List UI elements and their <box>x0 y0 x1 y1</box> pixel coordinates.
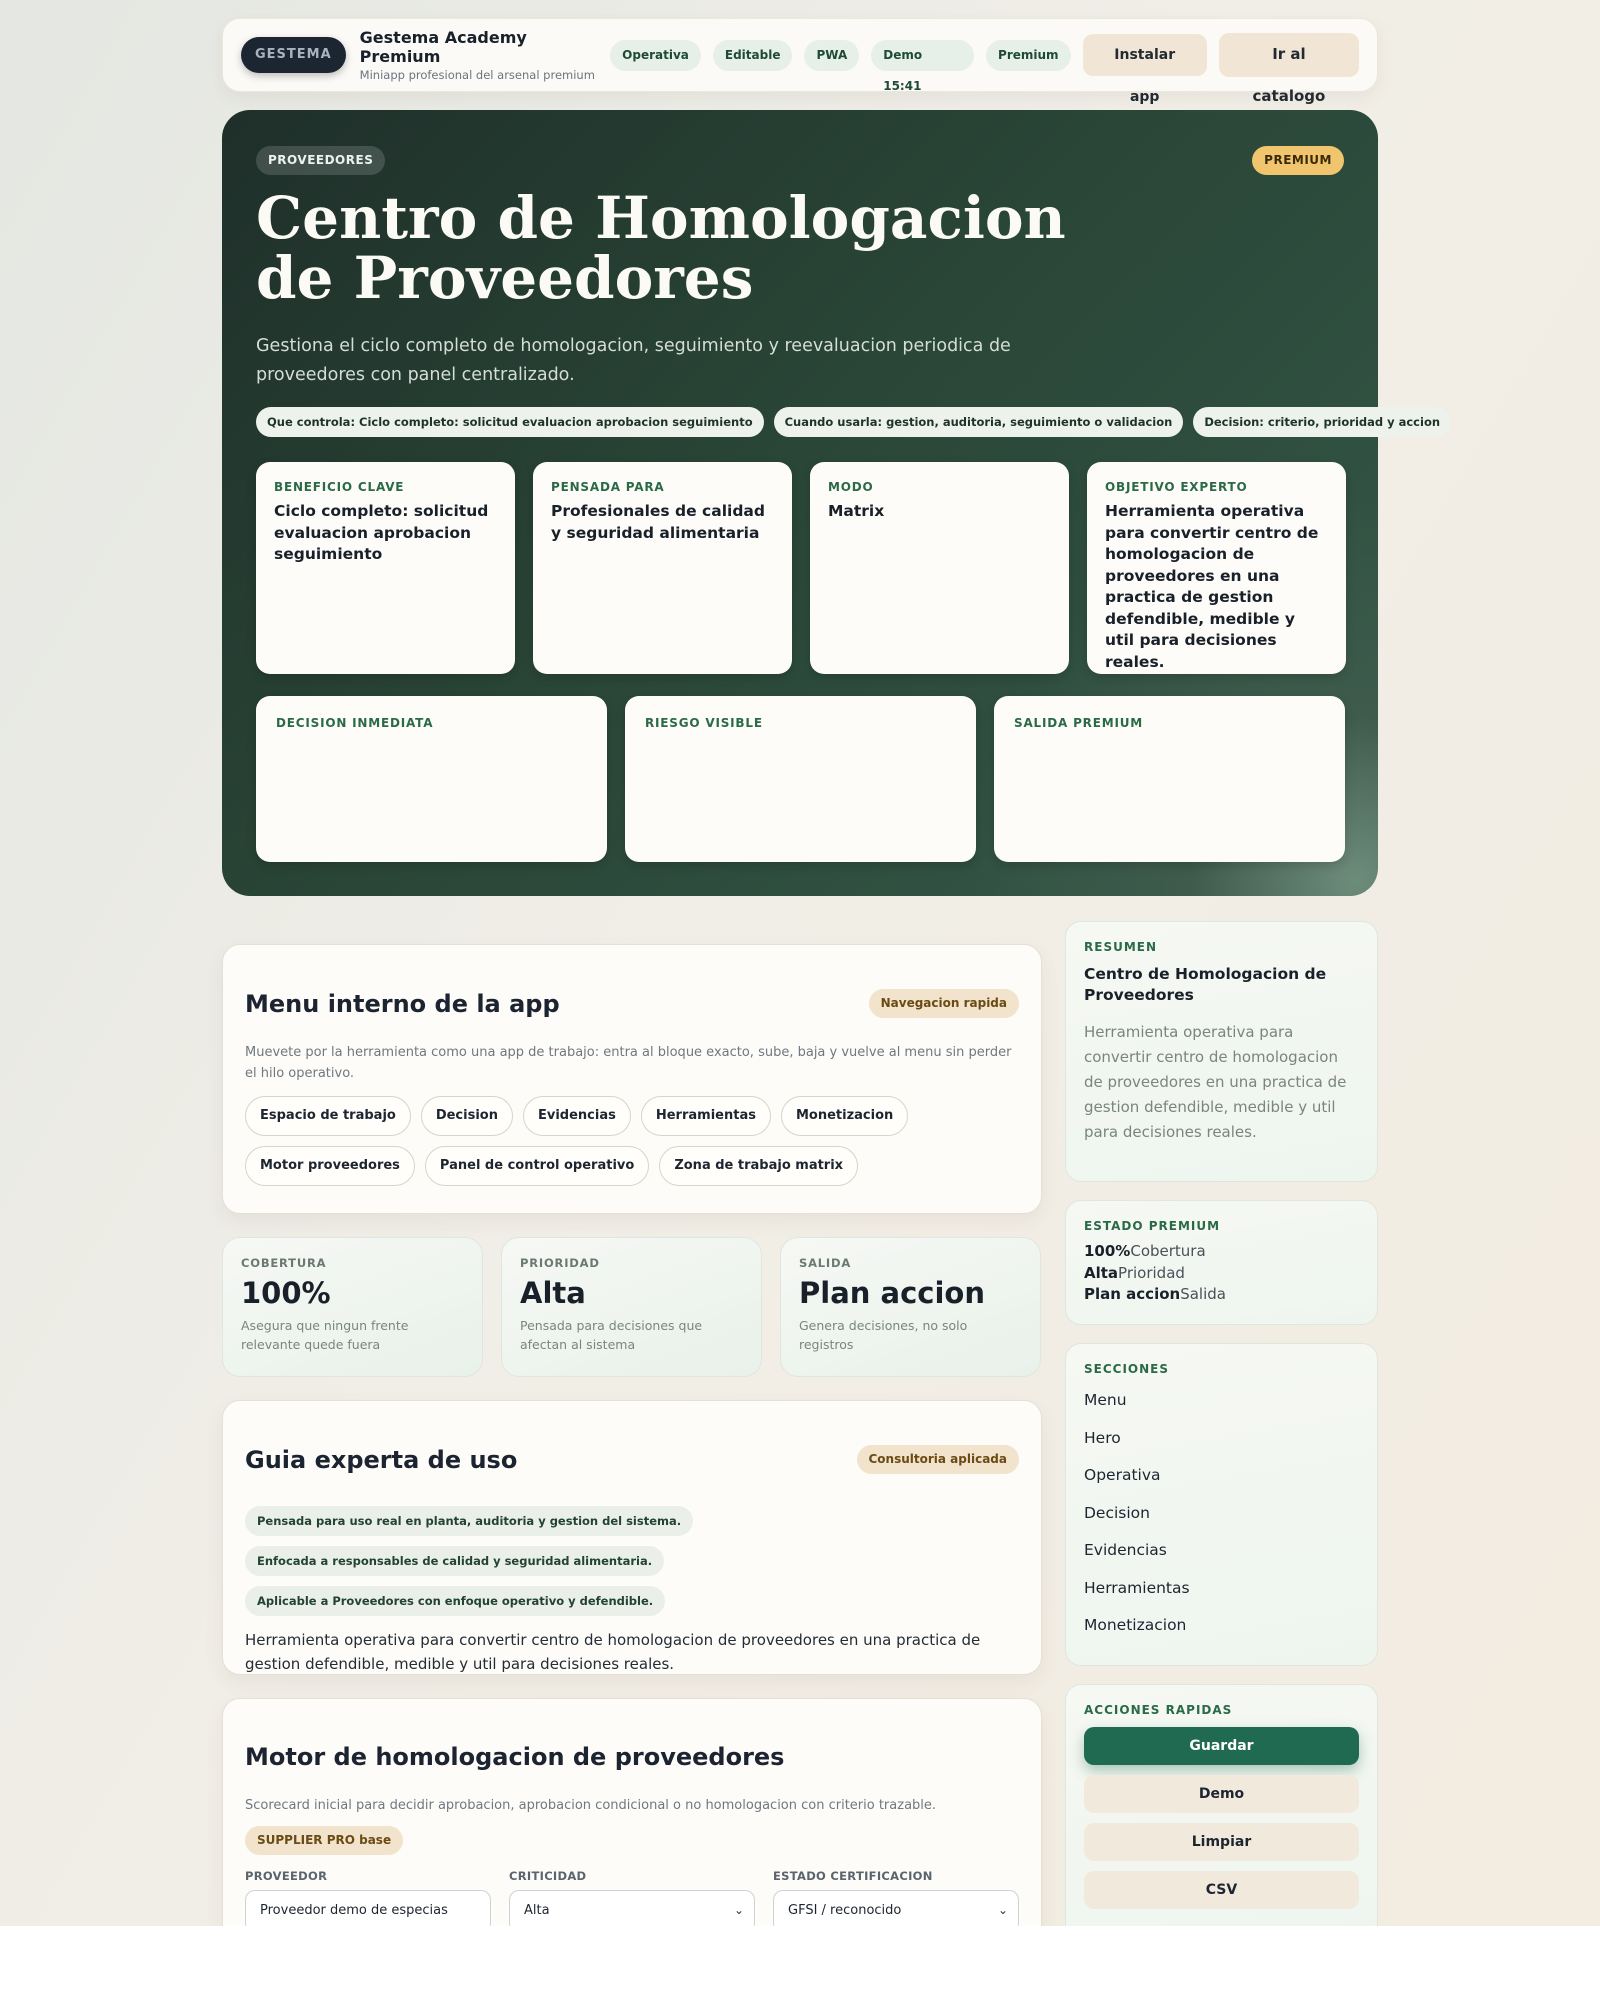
sections-list <box>1084 1382 1359 1645</box>
menu-item-panel-control[interactable]: Panel de control operativo <box>425 1146 649 1186</box>
criticidad-value: Alta <box>524 1903 550 1918</box>
section-link-monetizacion[interactable]: Monetizacion <box>1084 1616 1187 1634</box>
guide-text: Herramienta operativa para convertir centro de homologacion de proveedores en una practica de gestion defendible, medible y util para decisiones reales. <box>245 1631 981 1673</box>
summary-description: Herramienta operativa para convertir centro de homologacion de proveedores en una practica de gestion defendible, medible y util para decisiones reales. <box>1084 1023 1347 1141</box>
summary-label: RESUMEN <box>1084 940 1158 954</box>
chip-editable: Editable <box>713 40 793 71</box>
chevron-down-icon: ⌄ <box>997 1903 1008 1917</box>
card-label: BENEFICIO CLAVE <box>274 480 405 494</box>
motor-panel <box>222 1698 1042 1958</box>
status-line <box>1084 1241 1359 1263</box>
hero-cards-bottom <box>256 696 1345 862</box>
hero-pills <box>256 407 1451 437</box>
hero <box>222 110 1441 896</box>
actions-card <box>1065 1684 1378 1944</box>
card-label: RIESGO VISIBLE <box>645 716 763 730</box>
chevron-down-icon: ⌄ <box>733 1903 744 1917</box>
premium-tag: PREMIUM <box>1252 146 1344 175</box>
field-label: PROVEEDOR <box>245 1869 328 1883</box>
status-label-text: Salida <box>1180 1285 1226 1303</box>
status-card <box>1065 1200 1378 1325</box>
guide-chips <box>245 1506 1025 1616</box>
estado-value: GFSI / reconocido <box>788 1903 902 1918</box>
section-link-menu[interactable]: Menu <box>1084 1391 1127 1409</box>
guide-chip: Aplicable a Proveedores con enfoque operativo y defendible. <box>245 1586 665 1616</box>
section-link-hero[interactable]: Hero <box>1084 1428 1121 1447</box>
page <box>222 18 1441 1918</box>
field-criticidad <box>509 1869 755 1934</box>
card-label: MODO <box>828 480 874 494</box>
motor-description: Scorecard inicial para decidir aprobacion, aprobacion condicional o no homologacion con criterio trazable. <box>245 1798 937 1813</box>
section-link-herramientas[interactable]: Herramientas <box>1084 1578 1190 1597</box>
stat-value: 100% <box>241 1276 331 1310</box>
section-link-decision[interactable]: Decision <box>1084 1503 1150 1522</box>
hero-pill-decision: Decision: criterio, prioridad y accion <box>1193 407 1451 437</box>
card-label: DECISION INMEDIATA <box>276 716 434 730</box>
guide-panel <box>222 1400 1042 1675</box>
sections-card <box>1065 1343 1378 1666</box>
field-label: ESTADO CERTIFICACION <box>773 1869 933 1883</box>
card-objetivo <box>1087 462 1346 674</box>
hero-title: Centro de Homologacion de Proveedores <box>256 184 1066 312</box>
menu-title: Menu interno de la app <box>245 989 560 1018</box>
stat-description: Pensada para decisiones que afectan al sistema <box>520 1318 703 1352</box>
category-tag: PROVEEDORES <box>256 146 385 175</box>
app-title: Gestema Academy Premium <box>359 28 527 66</box>
catalog-button[interactable]: Ir al catalogo <box>1219 33 1359 77</box>
status-lines <box>1084 1241 1359 1306</box>
menu-item-monetizacion[interactable]: Monetizacion <box>781 1096 908 1136</box>
guide-title: Guia experta de uso <box>245 1445 518 1474</box>
status-value: Plan accion <box>1084 1285 1181 1303</box>
card-modo <box>810 462 1069 674</box>
menu-badge: Navegacion rapida <box>869 989 1019 1018</box>
summary-card <box>1065 921 1378 1182</box>
menu-panel <box>222 944 1042 1214</box>
viewport-bottom-blank <box>0 1926 1600 2000</box>
save-button[interactable]: Guardar <box>1084 1727 1359 1765</box>
stat-value: Plan accion <box>799 1276 985 1310</box>
actions-list <box>1084 1727 1359 1909</box>
menu-chips <box>245 1096 1025 1186</box>
status-line <box>1084 1263 1359 1285</box>
chip-pwa: PWA <box>804 40 859 71</box>
stat-label: PRIORIDAD <box>520 1256 600 1270</box>
section-link-operativa[interactable]: Operativa <box>1084 1466 1161 1484</box>
card-value: Herramienta operativa para convertir centro de homologacion de proveedores en una practica de gestion defendible, medible y util para decisiones reales. <box>1105 502 1319 671</box>
chip-operativa: Operativa <box>610 40 701 71</box>
app-subtitle: Miniapp profesional del arsenal premium <box>359 68 595 82</box>
stats-row <box>222 1237 1042 1377</box>
menu-header <box>245 989 1019 1018</box>
stat-cobertura <box>222 1237 483 1377</box>
card-riesgo-visible <box>625 696 976 862</box>
card-value: Matrix <box>828 502 885 520</box>
actions-label: ACCIONES RAPIDAS <box>1084 1703 1233 1717</box>
menu-description: Muevete por la herramienta como una app de trabajo: entra al bloque exacto, sube, baja y vuelve al menu sin perder el hilo operativo. <box>245 1045 1012 1081</box>
stat-salida <box>780 1237 1041 1377</box>
clear-button[interactable]: Limpiar <box>1084 1823 1359 1861</box>
main-column <box>222 944 1042 1958</box>
card-value: Profesionales de calidad y seguridad alimentaria <box>551 502 765 542</box>
hero-pill-controla: Que controla: Ciclo completo: solicitud evaluacion aprobacion seguimiento <box>256 407 764 437</box>
card-label: OBJETIVO EXPERTO <box>1105 480 1248 494</box>
section-link-evidencias[interactable]: Evidencias <box>1084 1541 1167 1559</box>
status-label-text: Cobertura <box>1130 1242 1206 1260</box>
menu-item-decision[interactable]: Decision <box>421 1096 513 1136</box>
guide-badge: Consultoria aplicada <box>857 1445 1020 1474</box>
field-estado-certificacion <box>773 1869 1019 1934</box>
guide-header <box>245 1445 1019 1474</box>
top-bar <box>222 18 1378 105</box>
top-actions <box>610 33 1359 105</box>
proveedor-value: Proveedor demo de especias <box>260 1903 448 1918</box>
motor-badge: SUPPLIER PRO base <box>245 1826 403 1855</box>
menu-item-zona-matrix[interactable]: Zona de trabajo matrix <box>659 1146 858 1186</box>
menu-item-espacio-trabajo[interactable]: Espacio de trabajo <box>245 1096 411 1136</box>
card-label: PENSADA PARA <box>551 480 665 494</box>
status-label-text: Prioridad <box>1118 1263 1185 1282</box>
summary-title: Centro de Homologacion de Proveedores <box>1084 965 1327 1004</box>
status-value: 100% <box>1084 1242 1131 1260</box>
motor-title: Motor de homologacion de proveedores <box>245 1743 785 1771</box>
status-value: Alta <box>1084 1263 1119 1282</box>
card-beneficio <box>256 462 515 674</box>
logo[interactable]: GESTEMA <box>241 37 346 73</box>
hero-cards <box>256 462 1346 674</box>
stat-description: Genera decisiones, no solo registros <box>799 1318 968 1352</box>
stat-label: SALIDA <box>799 1256 852 1270</box>
card-salida-premium <box>994 696 1345 862</box>
chip-premium: Premium <box>986 40 1071 71</box>
status-line <box>1084 1284 1359 1306</box>
chip-demo-time: Demo 15:41 <box>871 40 974 71</box>
status-label: ESTADO PREMIUM <box>1084 1219 1221 1233</box>
stat-description: Asegura que ningun frente relevante quede fuera <box>241 1318 409 1352</box>
side-column <box>1065 921 1378 1962</box>
motor-form <box>245 1869 1019 1934</box>
guide-chip: Enfocada a responsables de calidad y seguridad alimentaria. <box>245 1546 664 1576</box>
stat-value: Alta <box>520 1276 586 1310</box>
card-value: Ciclo completo: solicitud evaluacion aprobacion seguimiento <box>274 502 489 563</box>
hero-description: Gestiona el ciclo completo de homologacion, seguimiento y reevaluacion periodica de proveedores con panel centralizado. <box>256 336 1011 385</box>
sections-label: SECCIONES <box>1084 1362 1170 1376</box>
menu-item-evidencias[interactable]: Evidencias <box>523 1096 631 1136</box>
brand <box>360 28 610 82</box>
guide-chip: Pensada para uso real en planta, auditoria y gestion del sistema. <box>245 1506 693 1536</box>
field-label: CRITICIDAD <box>509 1869 587 1883</box>
hero-pill-cuando: Cuando usarla: gestion, auditoria, seguimiento o validacion <box>774 407 1184 437</box>
menu-item-motor-proveedores[interactable]: Motor proveedores <box>245 1146 415 1186</box>
install-app-button[interactable]: Instalar app <box>1083 34 1207 76</box>
card-pensada <box>533 462 792 674</box>
card-decision-inmediata <box>256 696 607 862</box>
menu-item-herramientas[interactable]: Herramientas <box>641 1096 771 1136</box>
demo-button[interactable]: Demo <box>1084 1775 1359 1813</box>
field-proveedor <box>245 1869 491 1934</box>
csv-button[interactable]: CSV <box>1084 1871 1359 1909</box>
card-label: SALIDA PREMIUM <box>1014 716 1143 730</box>
stat-prioridad <box>501 1237 762 1377</box>
stat-label: COBERTURA <box>241 1256 327 1270</box>
